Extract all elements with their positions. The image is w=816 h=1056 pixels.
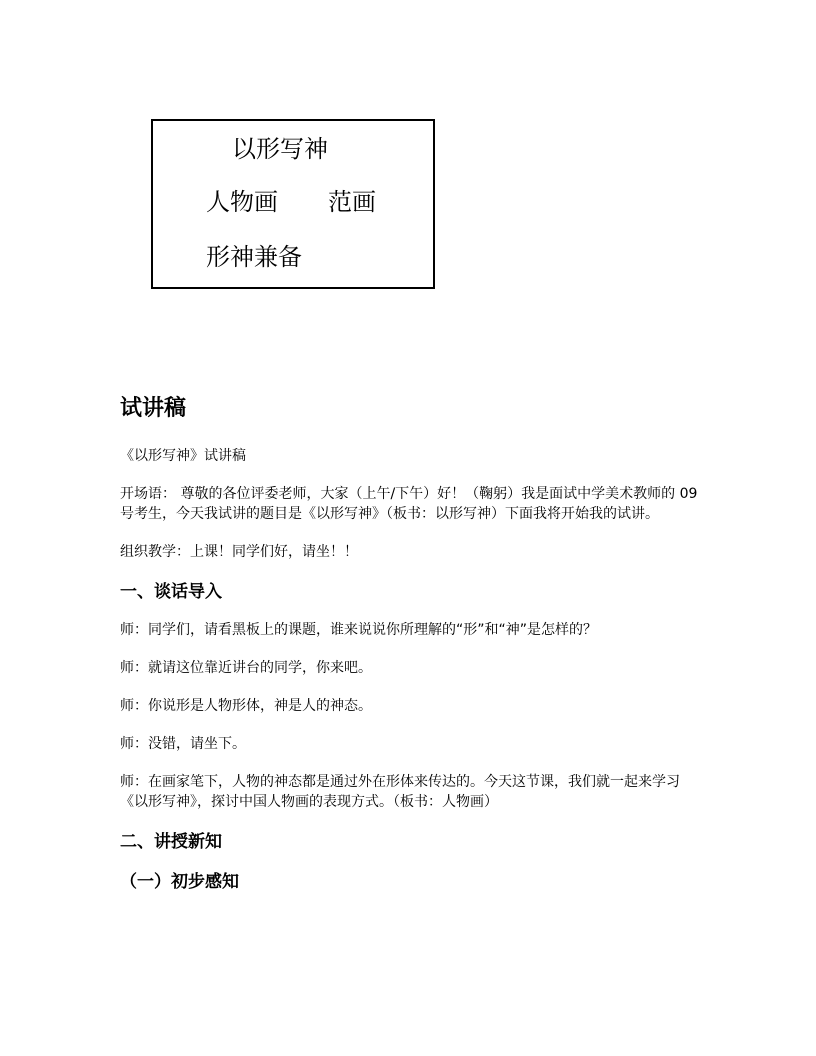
dialogue-line: 师：同学们，请看黑板上的课题，谁来说说你所理解的“形”和“神”是怎样的？ xyxy=(120,622,598,638)
blackboard-box xyxy=(151,119,435,289)
blackboard-line-figure-painting: 人物画 xyxy=(206,188,278,216)
dialogue-line: 师：在画家笔下，人物的神态都是通过外在形体来传达的。今天这节课，我们就一起来学习《以形写神》，探讨中国人物画的表现方式。（板书：人物画） xyxy=(120,774,680,810)
dialogue-line: 师：没错，请坐下。 xyxy=(120,736,246,752)
dialogue-line: 师：就请这位靠近讲台的同学，你来吧。 xyxy=(120,660,372,676)
document-subtitle: 《以形写神》试讲稿 xyxy=(120,448,246,464)
section-heading-new-knowledge: 二、讲授新知 xyxy=(120,832,222,852)
subsection-heading-perception: （一）初步感知 xyxy=(120,872,239,892)
opening-paragraph: 开场语： 尊敬的各位评委老师，大家（上午/下午）好！（鞠躬）我是面试中学美术教师的 09 号考生，今天我试讲的题目是《以形写神》（板书：以形写神）下面我将开始我的试讲。 xyxy=(120,486,698,522)
organize-paragraph: 组织教学：上课！同学们好，请坐！！ xyxy=(120,544,358,560)
document-title: 试讲稿 xyxy=(120,396,187,421)
section-heading-intro: 一、谈话导入 xyxy=(120,582,222,602)
dialogue-line: 师：你说形是人物形体，神是人的神态。 xyxy=(120,698,372,714)
blackboard-line-sample-painting: 范画 xyxy=(328,188,376,216)
blackboard-line-form-spirit: 形神兼备 xyxy=(206,243,302,271)
blackboard-line-topic: 以形写神 xyxy=(232,135,328,163)
document-body xyxy=(120,392,700,894)
